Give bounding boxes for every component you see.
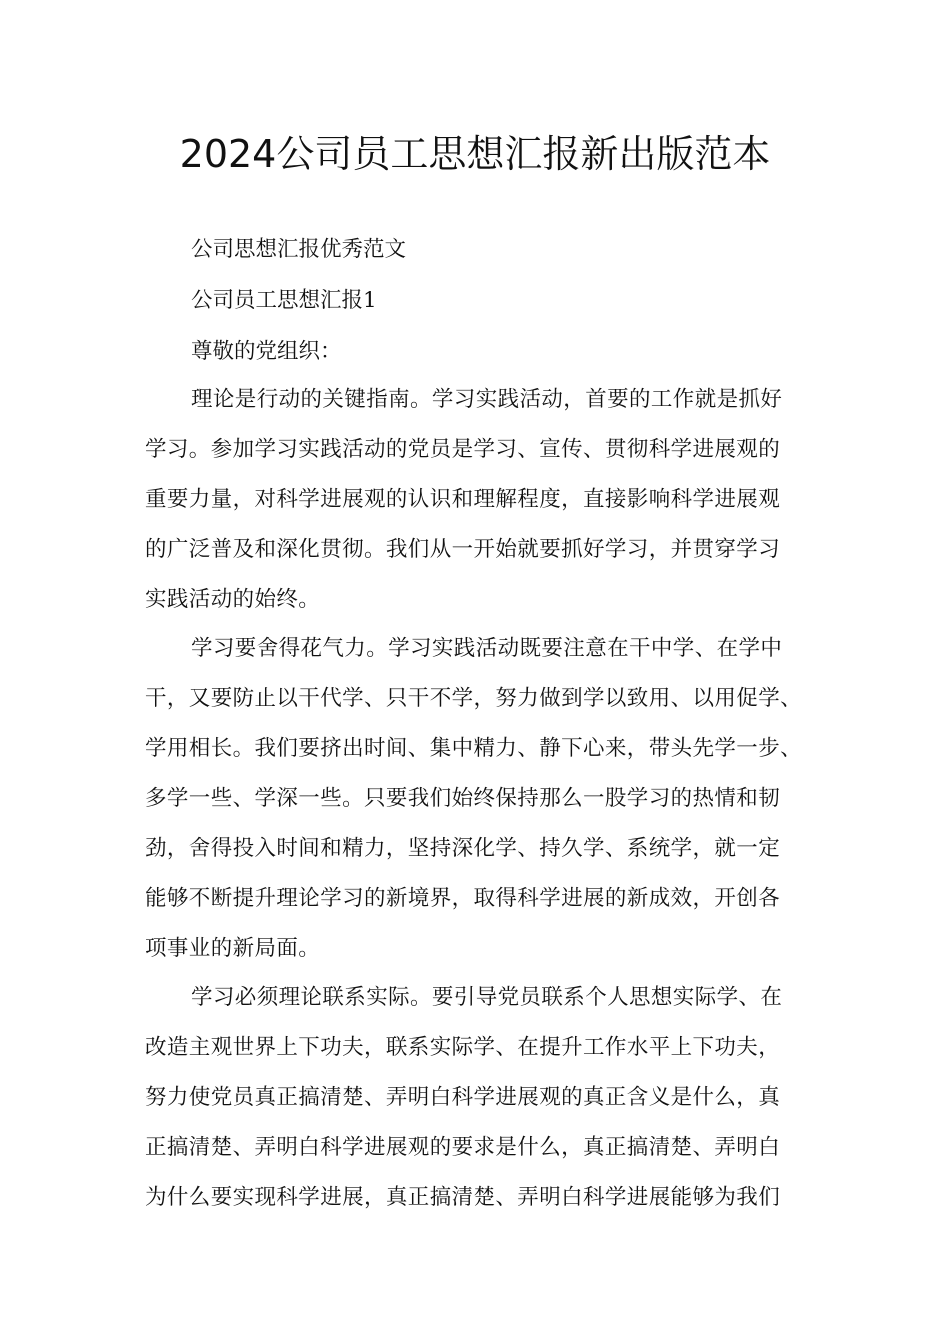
salutation: 尊敬的党组织： xyxy=(191,339,342,364)
paragraph-line: 重要力量，对科学进展观的认识和理解程度，直接影响科学进展观 xyxy=(145,487,781,512)
paragraph-line: 劲，舍得投入时间和精力，坚持深化学、持久学、系统学，就一定 xyxy=(145,836,781,861)
paragraph-line: 学习要舍得花气力。学习实践活动既要注意在干中学、在学中 xyxy=(191,636,783,661)
paragraph-line: 改造主观世界上下功夫，联系实际学、在提升工作水平上下功夫， xyxy=(145,1035,781,1060)
paragraph-line: 学习。参加学习实践活动的党员是学习、宣传、贯彻科学进展观的 xyxy=(145,437,781,462)
paragraph-line: 的广泛普及和深化贯彻。我们从一开始就要抓好学习，并贯穿学习 xyxy=(145,537,781,562)
paragraph-line: 学用相长。我们要挤出时间、集中精力、静下心来，带头先学一步、 xyxy=(145,736,803,761)
document-title: 2024公司员工思想汇报新出版范本 xyxy=(179,132,771,176)
paragraph-line: 干，又要防止以干代学、只干不学，努力做到学以致用、以用促学、 xyxy=(145,686,803,711)
paragraph-line: 为什么要实现科学进展，真正搞清楚、弄明白科学进展能够为我们 xyxy=(145,1185,781,1210)
paragraph-2 xyxy=(145,624,835,974)
paragraph-line: 多学一些、学深一些。只要我们始终保持那么一股学习的热情和韧 xyxy=(145,786,781,811)
document-subtitle: 公司思想汇报优秀范文 xyxy=(191,237,407,262)
paragraph-line: 实践活动的始终。 xyxy=(145,587,321,612)
paragraph-line: 努力使党员真正搞清楚、弄明白科学进展观的真正含义是什么，真 xyxy=(145,1085,781,1110)
paragraph-1 xyxy=(145,375,835,625)
paragraph-3 xyxy=(145,973,835,1223)
paragraph-line: 理论是行动的关键指南。学习实践活动，首要的工作就是抓好 xyxy=(191,387,783,412)
paragraph-line: 学习必须理论联系实际。要引导党员联系个人思想实际学、在 xyxy=(191,985,783,1010)
paragraph-line: 能够不断提升理论学习的新境界，取得科学进展的新成效，开创各 xyxy=(145,886,781,911)
document-heading: 公司员工思想汇报1 xyxy=(191,288,377,313)
paragraph-line: 项事业的新局面。 xyxy=(145,936,321,961)
paragraph-line: 正搞清楚、弄明白科学进展观的要求是什么，真正搞清楚、弄明白 xyxy=(145,1135,781,1160)
